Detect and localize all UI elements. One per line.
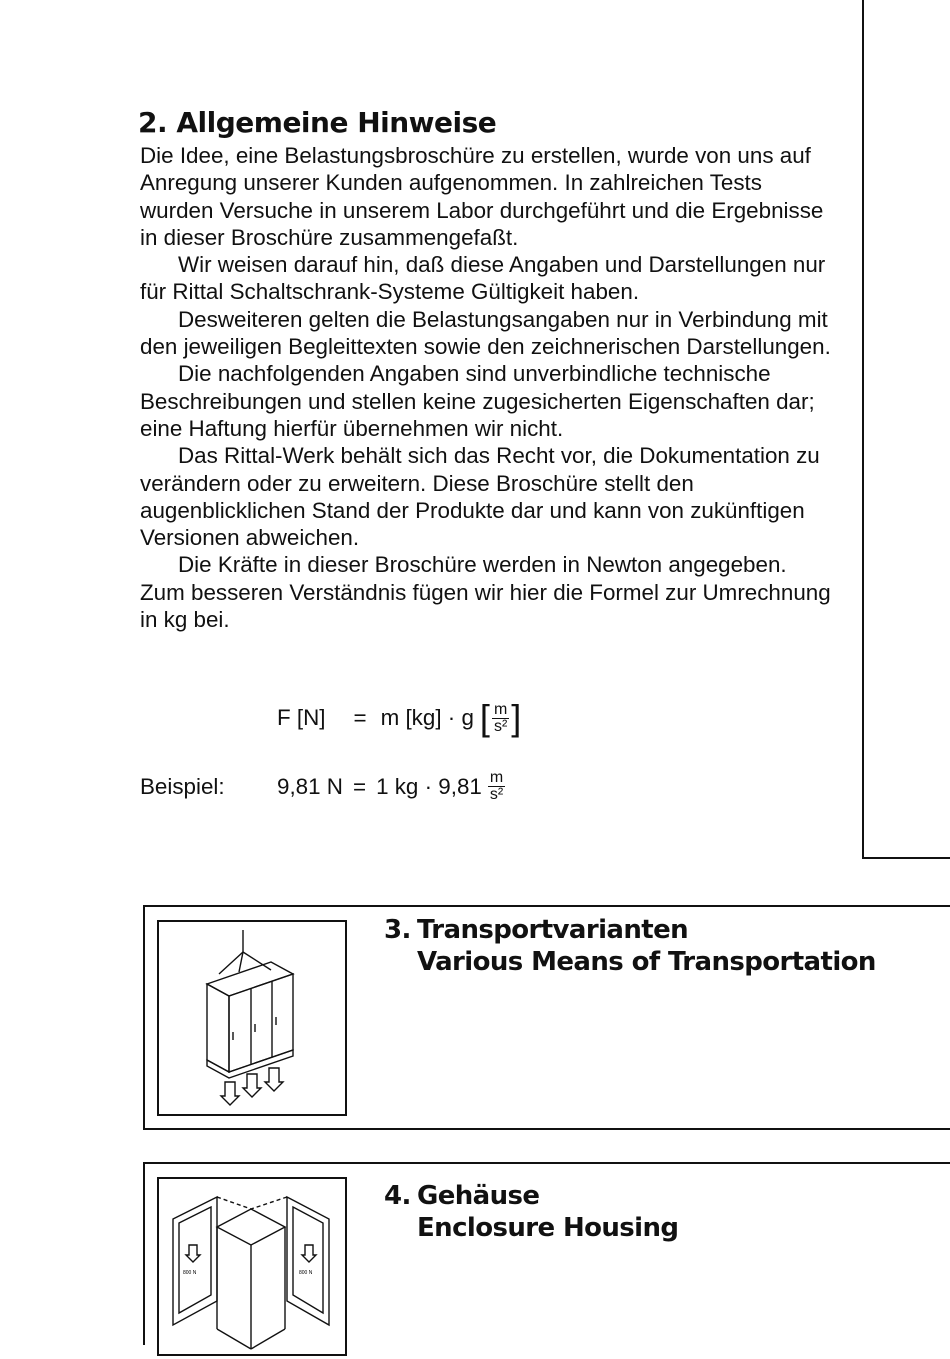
formula-rhs: m [kg] · g (380, 705, 474, 730)
section-3-title (384, 914, 876, 978)
formula-definition (277, 697, 522, 738)
section-4-box-left (143, 1162, 145, 1345)
unit-numerator: m (493, 700, 508, 718)
section-3-number: 3. (384, 915, 411, 945)
example-unit-denominator: s² (489, 786, 504, 803)
section-3-box-top (143, 905, 950, 907)
section-4-number: 4. (384, 1181, 411, 1211)
section-3-thumbnail (157, 920, 347, 1116)
section-4-thumbnail (157, 1177, 347, 1356)
unit-denominator: s² (493, 717, 508, 735)
crane-lifting-enclosure-icon (159, 922, 345, 1114)
paragraph: Die Kräfte in dieser Broschüre werden in Newton angegeben. Zum besseren Verständnis fügen wir hier die Formel zur Umrechnung in kg bei. (140, 552, 831, 633)
section-4-box-top (143, 1162, 950, 1164)
force-label-right: 800 N (299, 1270, 313, 1276)
paragraph: Das Rittal-Werk behält sich das Recht vor, die Dokumentation zu verändern oder zu erweitern. Diese Broschüre stellt den augenblicklichen Stand der Produkte dar und kann von zukünftigen Versionen abweichen. (140, 443, 820, 551)
bracket-close: ] (511, 697, 522, 738)
formula-equals: = (353, 705, 367, 730)
paragraph: Die Idee, eine Belastungsbroschüre zu erstellen, wurde von uns auf Anregung unserer Kunden aufgenommen. In zahlreichen Tests wurden Versuche in unserem Labor durchgeführt und die Ergebnisse in dieser Broschüre zusammengefaßt. (140, 143, 824, 250)
right-frame-bottom (862, 857, 950, 859)
example-lhs: 9,81 N (277, 773, 343, 799)
section-2-body (140, 142, 832, 633)
section-3-box-bottom (143, 1128, 950, 1130)
right-frame-vertical (862, 0, 864, 859)
unit-fraction (492, 702, 509, 735)
example-equals: = (352, 773, 367, 799)
formula-example (140, 770, 507, 803)
force-label-left: 800 N (183, 1270, 197, 1276)
section-3-title-en: Various Means of Transportation (417, 947, 876, 977)
paragraph: Die nachfolgenden Angaben sind unverbindliche technische Beschreibungen und stellen keine zugesicherten Eigenschaften dar; eine Haftung hierfür übernehmen wir nicht. (140, 361, 815, 441)
example-unit-fraction (488, 770, 505, 803)
section-3-title-de: Transportvarianten (417, 915, 689, 945)
paragraph: Wir weisen darauf hin, daß diese Angaben und Darstellungen nur für Rittal Schaltschrank-Systeme Gültigkeit haben. (140, 252, 826, 305)
section-4-title (384, 1180, 678, 1244)
example-unit-numerator: m (489, 769, 504, 786)
section-4-title-de: Gehäuse (417, 1181, 540, 1211)
example-rhs: 1 kg · 9,81 (376, 773, 482, 799)
section-3-box-left (143, 905, 145, 1130)
example-label: Beispiel: (140, 773, 225, 799)
formula-lhs: F [N] (277, 705, 326, 730)
bracket-open: [ (479, 697, 490, 738)
paragraph: Desweiteren gelten die Belastungsangaben nur in Verbindung mit den jeweiligen Begleittexten sowie den zeichnerischen Darstellungen. (140, 306, 831, 360)
section-2-heading: 2. Allgemeine Hinweise (138, 106, 497, 139)
section-4-title-en: Enclosure Housing (417, 1213, 679, 1243)
